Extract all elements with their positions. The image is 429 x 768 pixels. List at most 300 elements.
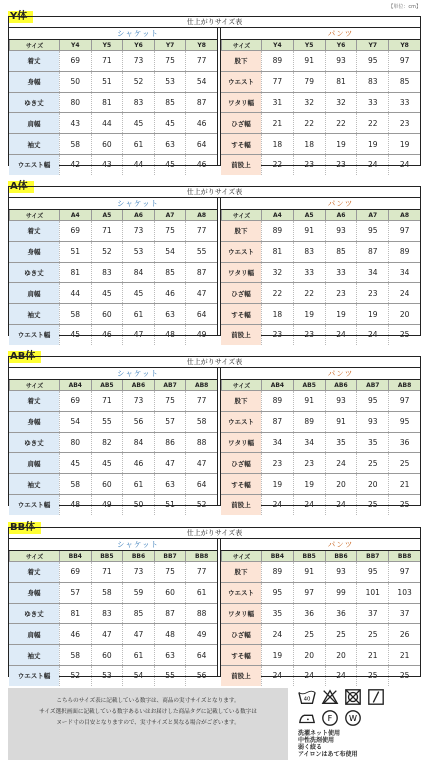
measure-value: 79 <box>293 72 325 92</box>
table-row <box>221 603 420 624</box>
size-section <box>8 4 421 170</box>
pants-heading: パンツ <box>327 29 354 38</box>
measure-value: 32 <box>293 93 325 113</box>
measure-value: 21 <box>356 645 388 665</box>
measure-label: ゆき丈 <box>9 263 59 283</box>
measure-value: 61 <box>122 304 154 324</box>
measure-value: 97 <box>388 51 420 71</box>
measure-value: 81 <box>91 93 123 113</box>
measure-value: 51 <box>154 495 186 515</box>
measure-value: 36 <box>388 433 420 453</box>
size-header-row <box>221 379 420 390</box>
measure-value: 33 <box>356 93 388 113</box>
measure-label: ウエスト <box>221 242 261 262</box>
measure-value: 63 <box>154 474 186 494</box>
size-header-cell: AB4 <box>261 380 293 390</box>
measure-label: 股下 <box>221 391 261 411</box>
measure-value: 25 <box>388 453 420 473</box>
measure-value: 87 <box>185 93 217 113</box>
size-header-row <box>9 39 217 50</box>
table-row <box>9 154 217 175</box>
measure-value: 63 <box>154 645 186 665</box>
measure-value: 26 <box>388 624 420 644</box>
table-row <box>221 561 420 582</box>
measure-value: 19 <box>293 304 325 324</box>
measure-label: 股下 <box>221 51 261 71</box>
measure-value: 42 <box>59 155 91 175</box>
measure-value: 43 <box>59 113 91 133</box>
measure-label: ワタリ幅 <box>221 93 261 113</box>
measure-value: 54 <box>185 72 217 92</box>
measure-value: 44 <box>122 155 154 175</box>
measure-label: 肩幅 <box>9 453 59 473</box>
table-row <box>9 644 217 665</box>
measure-value: 24 <box>325 666 357 686</box>
size-header-row <box>221 550 420 561</box>
size-header-cell: A8 <box>388 210 420 220</box>
size-header-cell: BB8 <box>185 551 217 561</box>
measure-value: 23 <box>388 113 420 133</box>
measure-value: 58 <box>59 645 91 665</box>
measure-value: 84 <box>122 433 154 453</box>
measure-value: 24 <box>293 666 325 686</box>
size-table <box>8 527 421 681</box>
measure-value: 64 <box>185 134 217 154</box>
measure-value: 85 <box>325 242 357 262</box>
pants-heading: パンツ <box>327 199 354 208</box>
measure-value: 25 <box>356 666 388 686</box>
table-row <box>221 582 420 603</box>
measure-value: 19 <box>261 474 293 494</box>
line-dry-icon <box>367 688 385 706</box>
measure-label: 前股上 <box>221 155 261 175</box>
measure-label: ワタリ幅 <box>221 433 261 453</box>
table-row <box>9 582 217 603</box>
measure-value: 45 <box>122 283 154 303</box>
measure-value: 19 <box>356 134 388 154</box>
measure-value: 97 <box>388 391 420 411</box>
table-row <box>9 473 217 494</box>
measure-value: 60 <box>154 583 186 603</box>
measure-value: 91 <box>293 221 325 241</box>
measure-label: ひざ幅 <box>221 283 261 303</box>
measure-value: 93 <box>325 562 357 582</box>
measure-label: 袖丈 <box>9 645 59 665</box>
table-row <box>221 452 420 473</box>
pants-heading: パンツ <box>327 540 354 549</box>
size-header-label: サイズ <box>9 40 59 50</box>
wet-clean-w-icon <box>344 709 362 727</box>
measure-value: 24 <box>261 495 293 515</box>
measure-value: 24 <box>325 453 357 473</box>
measure-value: 61 <box>185 583 217 603</box>
measure-value: 73 <box>122 562 154 582</box>
measure-value: 47 <box>185 283 217 303</box>
measure-value: 83 <box>356 72 388 92</box>
measure-value: 93 <box>325 391 357 411</box>
jacket-table <box>9 539 217 681</box>
measure-value: 46 <box>91 325 123 345</box>
measure-label: 袖丈 <box>9 474 59 494</box>
measure-value: 60 <box>91 134 123 154</box>
measure-value: 75 <box>154 221 186 241</box>
note-line-2: サイズ選択画面に記載している数字あるいはお届けした商品タグに記載している数字は <box>39 709 257 715</box>
measure-value: 25 <box>388 666 420 686</box>
measure-value: 20 <box>325 474 357 494</box>
measure-value: 83 <box>91 604 123 624</box>
table-caption: 仕上がりサイズ表 <box>9 187 420 198</box>
measure-value: 71 <box>91 51 123 71</box>
measure-value: 23 <box>325 283 357 303</box>
measure-value: 73 <box>122 51 154 71</box>
measure-value: 25 <box>356 453 388 473</box>
measure-value: 77 <box>261 72 293 92</box>
measure-value: 53 <box>154 72 186 92</box>
pants-table <box>221 28 420 170</box>
size-header-cell: BB7 <box>356 551 388 561</box>
measure-value: 22 <box>261 283 293 303</box>
measure-value: 82 <box>91 433 123 453</box>
measure-label: ゆき丈 <box>9 604 59 624</box>
measure-value: 97 <box>388 221 420 241</box>
measure-label: ウエスト幅 <box>9 666 59 686</box>
measure-value: 85 <box>154 93 186 113</box>
measure-value: 60 <box>91 645 123 665</box>
measure-value: 50 <box>122 495 154 515</box>
measure-value: 23 <box>293 453 325 473</box>
measure-value: 58 <box>59 134 91 154</box>
measure-value: 52 <box>122 72 154 92</box>
measure-value: 19 <box>325 304 357 324</box>
table-row <box>221 282 420 303</box>
no-bleach-icon <box>321 688 339 706</box>
size-header-cell: AB6 <box>122 380 154 390</box>
measure-value: 48 <box>154 325 186 345</box>
table-row <box>221 390 420 411</box>
table-row <box>221 112 420 133</box>
measure-value: 84 <box>122 263 154 283</box>
table-row <box>221 71 420 92</box>
measure-value: 81 <box>325 72 357 92</box>
size-header-cell: Y7 <box>356 40 388 50</box>
measure-value: 25 <box>356 495 388 515</box>
size-header-cell: A4 <box>261 210 293 220</box>
measure-value: 47 <box>122 624 154 644</box>
measure-value: 87 <box>356 242 388 262</box>
measure-value: 54 <box>154 242 186 262</box>
measure-value: 33 <box>325 263 357 283</box>
size-header-cell: AB5 <box>293 380 325 390</box>
measure-value: 89 <box>261 221 293 241</box>
size-header-cell: Y5 <box>91 40 123 50</box>
measure-value: 64 <box>185 304 217 324</box>
table-row <box>221 262 420 283</box>
measure-value: 24 <box>356 325 388 345</box>
pants-table <box>221 539 420 681</box>
measure-label: 着丈 <box>9 391 59 411</box>
body-type-title: BB体 <box>8 522 41 534</box>
measure-value: 69 <box>59 221 91 241</box>
table-caption: 仕上がりサイズ表 <box>9 528 420 539</box>
table-row <box>221 432 420 453</box>
measure-value: 48 <box>59 495 91 515</box>
measure-value: 71 <box>91 562 123 582</box>
size-table <box>8 16 421 170</box>
measure-value: 44 <box>59 283 91 303</box>
measure-value: 23 <box>325 155 357 175</box>
measure-value: 87 <box>185 263 217 283</box>
measure-label: ウエスト幅 <box>9 325 59 345</box>
table-row <box>9 71 217 92</box>
dryclean-letter: F <box>327 713 333 724</box>
table-row <box>221 133 420 154</box>
table-row <box>9 494 217 515</box>
measure-value: 21 <box>388 645 420 665</box>
measure-value: 47 <box>185 453 217 473</box>
size-header-cell: AB4 <box>59 380 91 390</box>
measure-value: 50 <box>59 72 91 92</box>
measure-value: 59 <box>122 583 154 603</box>
measure-value: 18 <box>293 134 325 154</box>
measure-value: 77 <box>185 562 217 582</box>
measure-value: 19 <box>325 134 357 154</box>
measure-label: 身幅 <box>9 72 59 92</box>
size-header-label: サイズ <box>221 210 261 220</box>
measure-label: すそ幅 <box>221 134 261 154</box>
measure-value: 91 <box>325 412 357 432</box>
size-section <box>8 344 421 510</box>
measure-value: 18 <box>261 134 293 154</box>
size-header-cell: BB6 <box>325 551 357 561</box>
measure-value: 18 <box>261 304 293 324</box>
measure-value: 20 <box>388 304 420 324</box>
body-type-title: Y体 <box>8 11 33 23</box>
table-row <box>221 50 420 71</box>
size-header-cell: Y6 <box>325 40 357 50</box>
measure-label: 袖丈 <box>9 134 59 154</box>
table-row <box>9 390 217 411</box>
measure-value: 81 <box>59 263 91 283</box>
measure-value: 34 <box>293 433 325 453</box>
measure-value: 89 <box>261 51 293 71</box>
jacket-table <box>9 198 217 340</box>
size-header-cell: AB8 <box>388 380 420 390</box>
measure-value: 91 <box>293 391 325 411</box>
measure-value: 61 <box>122 474 154 494</box>
table-caption: 仕上がりサイズ表 <box>9 17 420 28</box>
measure-value: 24 <box>388 283 420 303</box>
body-type-title: A体 <box>8 181 34 193</box>
size-header-cell: Y6 <box>122 40 154 50</box>
measure-value: 89 <box>261 562 293 582</box>
size-header-row <box>9 550 217 561</box>
size-note <box>8 688 288 760</box>
measure-value: 45 <box>154 113 186 133</box>
measure-value: 47 <box>122 325 154 345</box>
measure-value: 47 <box>91 624 123 644</box>
size-header-cell: A7 <box>356 210 388 220</box>
measure-value: 77 <box>185 51 217 71</box>
measure-value: 32 <box>325 93 357 113</box>
table-row <box>221 154 420 175</box>
measure-label: ウエスト幅 <box>9 155 59 175</box>
measure-label: 袖丈 <box>9 304 59 324</box>
care-instructions <box>298 730 423 758</box>
table-row <box>221 241 420 262</box>
table-row <box>9 432 217 453</box>
measure-label: 股下 <box>221 221 261 241</box>
measure-value: 53 <box>122 242 154 262</box>
size-header-row <box>9 379 217 390</box>
measure-value: 75 <box>154 562 186 582</box>
measure-value: 81 <box>59 604 91 624</box>
table-row <box>9 603 217 624</box>
measure-value: 64 <box>185 645 217 665</box>
measure-value: 55 <box>91 412 123 432</box>
measure-value: 63 <box>154 304 186 324</box>
measure-value: 20 <box>356 474 388 494</box>
measure-value: 19 <box>388 134 420 154</box>
measure-label: ひざ幅 <box>221 113 261 133</box>
jacket-heading: シャケット <box>117 29 159 38</box>
measure-value: 45 <box>91 283 123 303</box>
table-row <box>9 220 217 241</box>
size-header-row <box>221 39 420 50</box>
measure-label: 着丈 <box>9 51 59 71</box>
size-header-cell: BB8 <box>388 551 420 561</box>
table-row <box>9 112 217 133</box>
measure-value: 31 <box>261 93 293 113</box>
size-section <box>8 174 421 340</box>
table-row <box>9 92 217 113</box>
size-header-cell: A8 <box>185 210 217 220</box>
measure-value: 85 <box>388 72 420 92</box>
pants-heading: パンツ <box>327 369 354 378</box>
measure-value: 23 <box>293 155 325 175</box>
measure-value: 86 <box>154 433 186 453</box>
measure-value: 89 <box>388 242 420 262</box>
measure-label: ワタリ幅 <box>221 263 261 283</box>
measure-value: 24 <box>261 666 293 686</box>
table-row <box>9 561 217 582</box>
measure-value: 25 <box>388 325 420 345</box>
table-row <box>221 303 420 324</box>
measure-value: 25 <box>388 495 420 515</box>
measure-value: 95 <box>356 391 388 411</box>
measure-value: 80 <box>59 93 91 113</box>
measure-value: 52 <box>59 666 91 686</box>
measure-value: 58 <box>59 474 91 494</box>
measure-value: 51 <box>59 242 91 262</box>
measure-value: 52 <box>185 495 217 515</box>
size-header-cell: A5 <box>293 210 325 220</box>
size-header-cell: Y8 <box>388 40 420 50</box>
size-header-cell: Y4 <box>261 40 293 50</box>
measure-label: 前股上 <box>221 666 261 686</box>
measure-value: 61 <box>122 134 154 154</box>
size-section <box>8 515 421 681</box>
jacket-heading: シャケット <box>117 369 159 378</box>
measure-value: 22 <box>325 113 357 133</box>
measure-value: 23 <box>261 453 293 473</box>
measure-label: 着丈 <box>9 221 59 241</box>
note-line-3: ヌード寸の目安となりますので、実寸サイズと異なる場合がございます。 <box>56 720 240 726</box>
care-labels <box>298 688 423 762</box>
care-line-2: 中性洗剤使用 <box>298 737 335 744</box>
size-header-cell: BB7 <box>154 551 186 561</box>
jacket-table <box>9 368 217 510</box>
size-header-label: サイズ <box>9 380 59 390</box>
measure-value: 23 <box>356 283 388 303</box>
measure-value: 57 <box>154 412 186 432</box>
measure-value: 48 <box>154 624 186 644</box>
iron-low-icon <box>298 709 316 727</box>
size-header-label: サイズ <box>9 551 59 561</box>
table-row <box>221 623 420 644</box>
measure-value: 95 <box>261 583 293 603</box>
measure-value: 95 <box>356 562 388 582</box>
measure-value: 45 <box>122 113 154 133</box>
measure-value: 61 <box>122 645 154 665</box>
measure-label: ワタリ幅 <box>221 604 261 624</box>
measure-value: 75 <box>154 391 186 411</box>
measure-value: 47 <box>154 453 186 473</box>
measure-value: 37 <box>356 604 388 624</box>
measure-value: 69 <box>59 391 91 411</box>
measure-label: ウエスト <box>221 583 261 603</box>
measure-value: 80 <box>59 433 91 453</box>
size-header-row <box>9 209 217 220</box>
measure-value: 49 <box>185 325 217 345</box>
measure-value: 24 <box>261 624 293 644</box>
measure-value: 88 <box>185 604 217 624</box>
measure-value: 21 <box>261 113 293 133</box>
size-header-cell: A7 <box>154 210 186 220</box>
size-header-label: サイズ <box>221 551 261 561</box>
size-header-label: サイズ <box>221 380 261 390</box>
measure-value: 88 <box>185 433 217 453</box>
measure-value: 83 <box>293 242 325 262</box>
dry-clean-f-icon <box>321 709 339 727</box>
measure-value: 44 <box>91 113 123 133</box>
measure-value: 24 <box>293 495 325 515</box>
table-row <box>221 220 420 241</box>
measure-value: 24 <box>356 155 388 175</box>
size-header-cell: Y5 <box>293 40 325 50</box>
measure-value: 73 <box>122 221 154 241</box>
care-line-3: 弱く絞る <box>298 744 323 751</box>
size-header-cell: BB5 <box>293 551 325 561</box>
table-row <box>221 494 420 515</box>
table-row <box>9 623 217 644</box>
measure-value: 69 <box>59 562 91 582</box>
measure-value: 19 <box>356 304 388 324</box>
measure-value: 46 <box>185 155 217 175</box>
measure-label: 身幅 <box>9 583 59 603</box>
measure-value: 19 <box>293 474 325 494</box>
table-row <box>9 452 217 473</box>
measure-value: 34 <box>261 433 293 453</box>
measure-label: 着丈 <box>9 562 59 582</box>
table-row <box>9 411 217 432</box>
measure-value: 54 <box>122 666 154 686</box>
measure-value: 24 <box>325 325 357 345</box>
measure-value: 53 <box>91 666 123 686</box>
measure-value: 73 <box>122 391 154 411</box>
measure-value: 25 <box>325 624 357 644</box>
size-header-cell: BB4 <box>261 551 293 561</box>
measure-label: 肩幅 <box>9 283 59 303</box>
